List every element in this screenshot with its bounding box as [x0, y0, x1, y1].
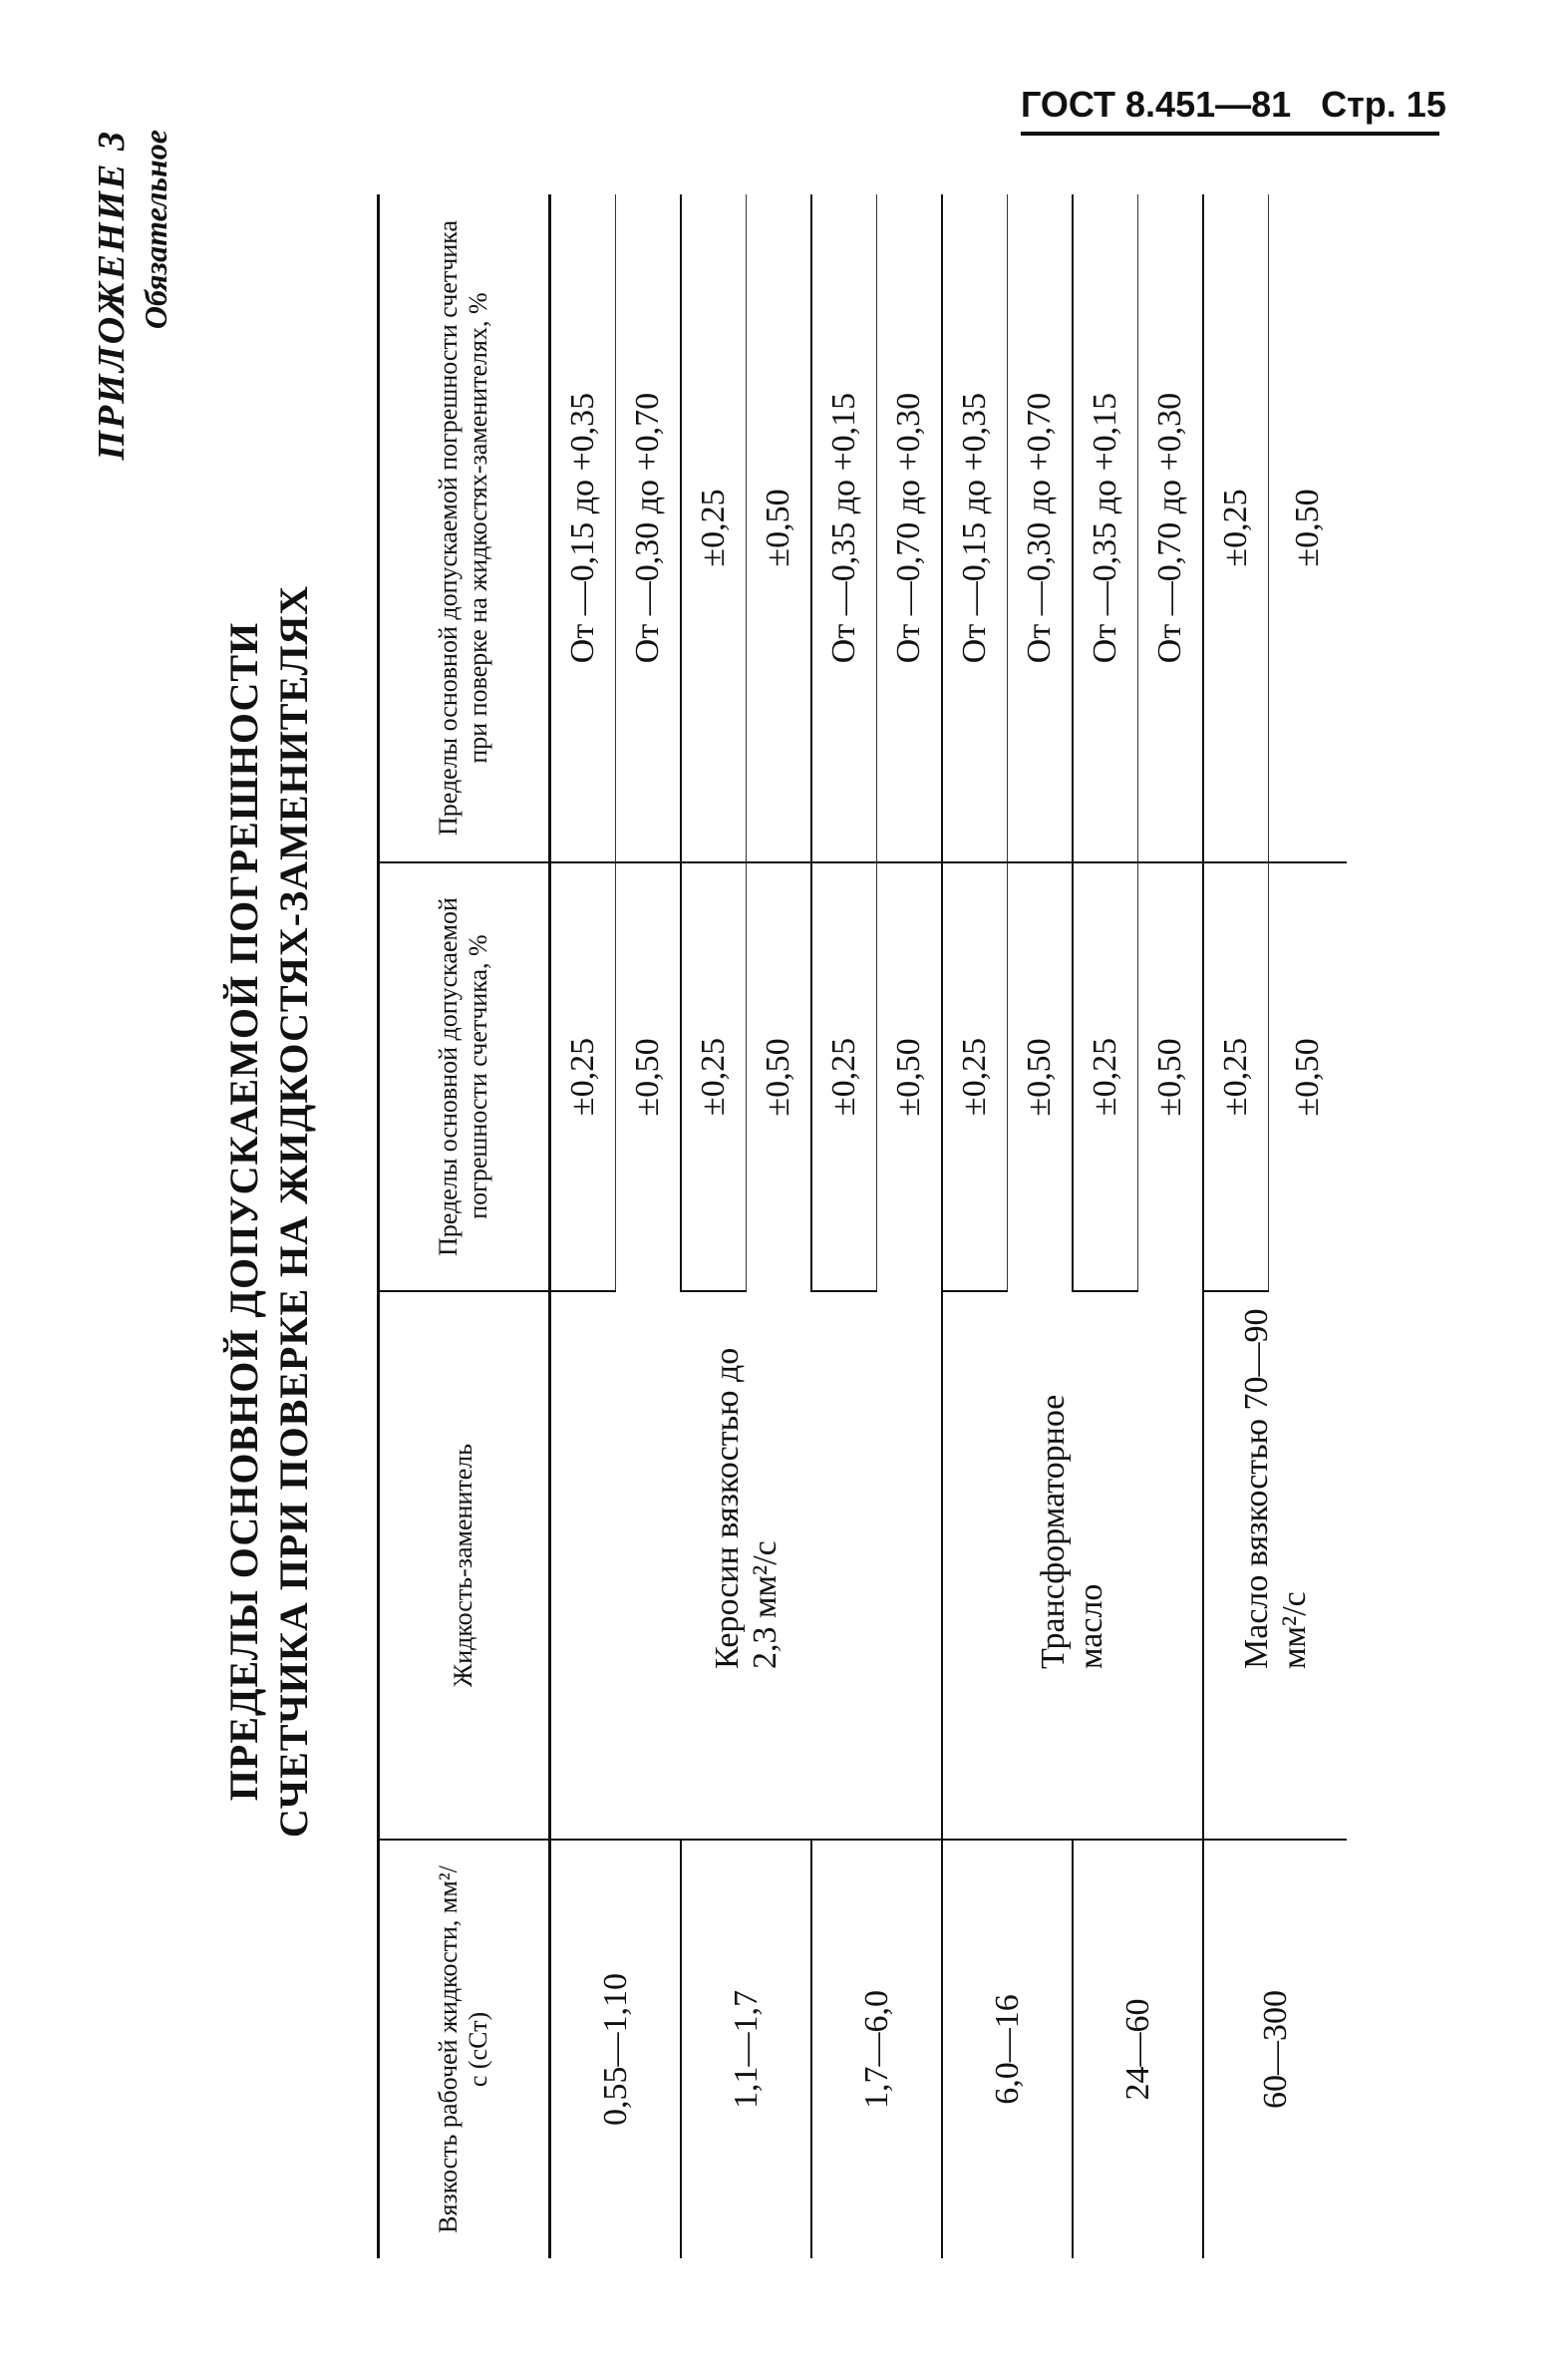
substitute-limit-cell: От —0,30 до +0,70: [616, 194, 682, 862]
substitute-limit-cell: От —0,15 до +0,35: [942, 194, 1008, 862]
column-header-limit: Пределы основной допускаемой погрешности счетчика, %: [379, 862, 550, 1291]
limit-cell: ±0,50: [1269, 862, 1348, 1291]
table-row: [1203, 194, 1269, 2258]
viscosity-cell: 60—300: [1203, 1840, 1347, 2258]
substitute-limit-cell: ±0,50: [747, 194, 812, 862]
viscosity-cell: 1,1—1,7: [681, 1840, 811, 2258]
substitute-limit-cell: От —0,70 до +0,30: [877, 194, 943, 862]
viscosity-cell: 6,0—16: [942, 1840, 1073, 2258]
substitute-limit-cell: ±0,25: [1203, 194, 1269, 862]
limit-cell: ±0,25: [942, 862, 1008, 1291]
column-header-substitute-limit: Пределы основной допускаемой погрешности счетчика при поверке на жидкостях-заменителях, %: [379, 194, 550, 862]
substitute-limit-cell: От —0,35 до +0,15: [811, 194, 877, 862]
page-title: [219, 120, 319, 2303]
appendix-number: ПРИЛОЖЕНИЕ 3: [91, 130, 133, 461]
substitute-limit-cell: От —0,15 до +0,35: [550, 194, 616, 862]
limit-cell: ±0,25: [1203, 862, 1269, 1291]
table-row: [681, 194, 747, 2258]
appendix-status: Обязательное: [138, 130, 173, 330]
limit-cell: ±0,50: [747, 862, 812, 1291]
column-header-viscosity: Вязкость рабочей жидкости, мм²/с (сСт): [379, 1840, 550, 2258]
rotated-content: [80, 120, 1366, 2303]
limit-cell: ±0,50: [616, 862, 682, 1291]
title-line-1: ПРЕДЕЛЫ ОСНОВНОЙ ДОПУСКАЕМОЙ ПОГРЕШНОСТИ: [221, 621, 266, 1802]
liquid-cell: Керосин вязкостью до 2,3 мм²/с: [550, 1291, 943, 1840]
viscosity-cell: 1,7—6,0: [811, 1840, 942, 2258]
limit-cell: ±0,25: [681, 862, 747, 1291]
table-header-row: [379, 194, 550, 2258]
substitute-limit-cell: От —0,30 до +0,70: [1008, 194, 1074, 862]
limit-cell: ±0,50: [1008, 862, 1074, 1291]
table-row: [550, 194, 616, 2258]
liquid-cell: Трансформаторное масло: [942, 1291, 1203, 1840]
table-row: [942, 194, 1008, 2258]
substitute-limit-cell: От —0,70 до +0,30: [1138, 194, 1204, 862]
tolerance-table: [379, 194, 1347, 2258]
limit-cell: ±0,25: [1073, 862, 1138, 1291]
title-line-2: СЧЕТЧИКА ПРИ ПОВЕРКЕ НА ЖИДКОСТЯХ-ЗАМЕНИТЕЛЯХ: [271, 584, 316, 1839]
standard-number: ГОСТ 8.451—81: [1021, 84, 1292, 125]
limit-cell: ±0,25: [550, 862, 616, 1291]
column-header-liquid: Жидкость-заменитель: [379, 1291, 550, 1840]
substitute-limit-cell: ±0,50: [1269, 194, 1348, 862]
limit-cell: ±0,25: [811, 862, 877, 1291]
table-row: [1073, 194, 1138, 2258]
viscosity-cell: 0,55—1,10: [596, 1973, 634, 2126]
liquid-cell: Масло вязкостью 70—90 мм²/с: [1203, 1291, 1347, 1840]
page-number: Стр. 15: [1321, 84, 1446, 125]
substitute-limit-cell: От —0,35 до +0,15: [1073, 194, 1138, 862]
viscosity-cell: 24—60: [1073, 1840, 1203, 2258]
appendix-label: [90, 130, 174, 608]
table-row: [811, 194, 877, 2258]
limit-cell: ±0,50: [1138, 862, 1204, 1291]
limit-cell: ±0,50: [877, 862, 943, 1291]
substitute-limit-cell: ±0,25: [681, 194, 747, 862]
